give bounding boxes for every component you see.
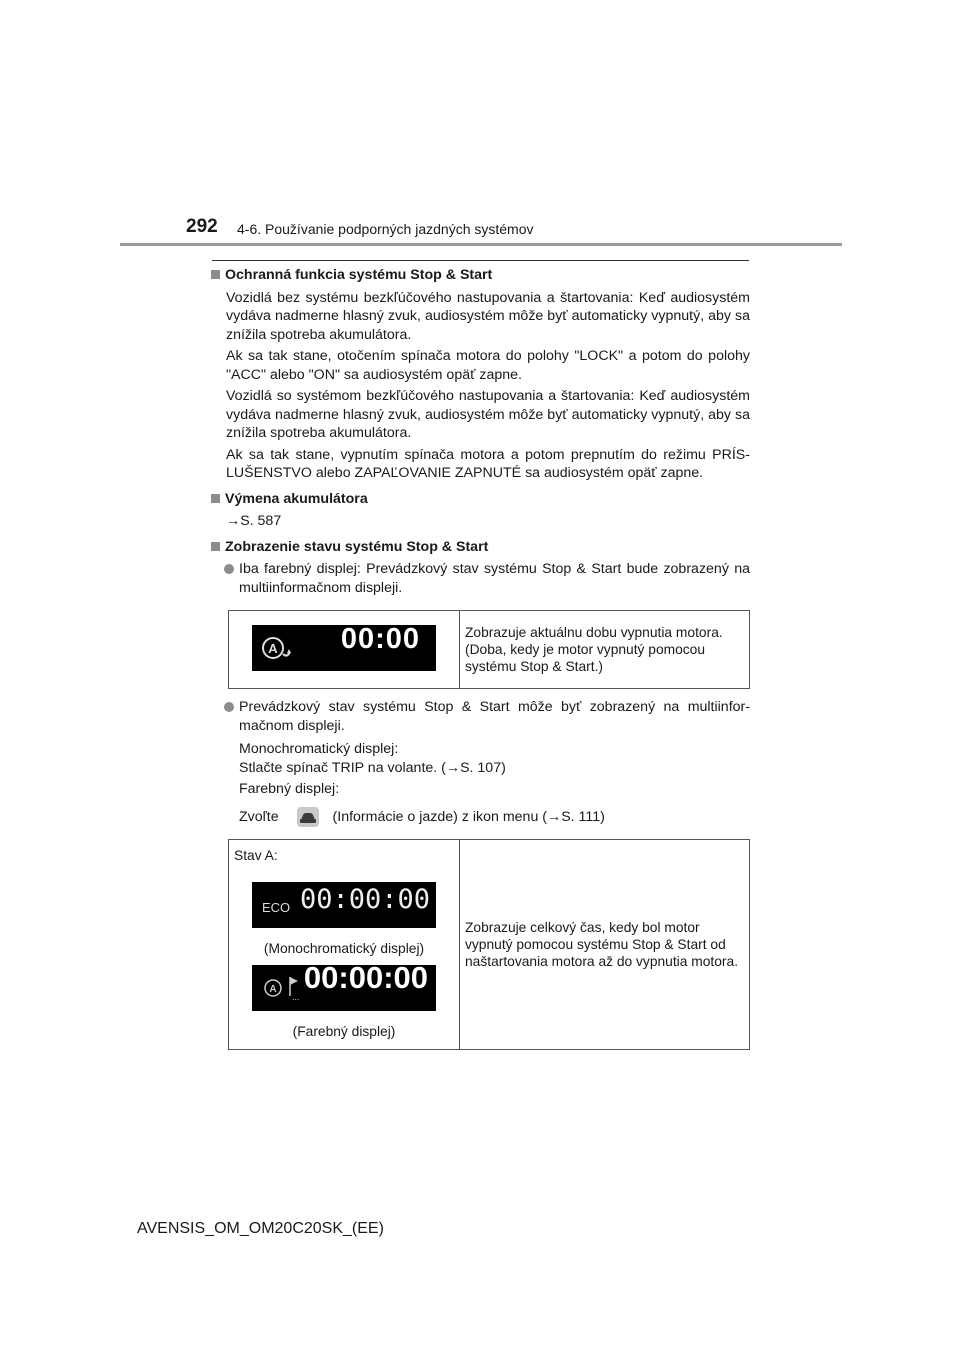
caption-mono: (Monochromatický displej) [263,940,425,956]
bullet-item: Iba farebný displej: Prevádzkový stav systému Stop & Start bude zobrazený na multiinformačnom displeji. [224,560,750,597]
drive-info-car-icon [297,807,319,827]
time-readout: 00:00:00 [299,883,430,915]
paragraph: Vozidlá bez systému bezkľúčového nastupovania a štartovania: Keď audiosystém vydáva nadmerne hlasný zvuk, audiosystém môže byť automaticky vypnutý, aby sa znížila spotreba akumulátora. [226,289,750,343]
caption-color: (Farebný displej) [292,1023,396,1039]
square-bullet-icon [211,270,220,279]
document-code: AVENSIS_OM_OM20C20SK_(EE) [137,1220,384,1237]
choose-line: Zvoľte (Informácie o jazde) z ikon menu (→S. 111) [239,807,750,827]
chapter-title: 4-6. Používanie podporných jazdných systémov [237,221,534,237]
header-divider [120,243,842,246]
section-display [210,538,750,1050]
svg-text:A: A [269,983,277,995]
color-display-screen [252,959,436,1011]
display-image-cell [229,839,460,1049]
paragraph: Ak sa tak stane, vypnutím spínača motora a potom prepnutím do režimu PRÍSLUŠENSTVO alebo ZAPAĽOVANIE ZAPNUTÉ sa audiosystém opäť zapne. [226,446,750,481]
color-label: Farebný displej: [239,781,340,797]
square-bullet-icon [211,494,220,503]
display-screen [252,622,436,671]
description-cell: Zobrazuje celkový čas, kedy bol motor vypnutý pomocou systému Stop & Start od naštartovania motora až do vypnutia motora. [460,839,750,1049]
section-heading: Zobrazenie stavu systému Stop & Start [210,538,750,557]
description-cell: Zobrazuje aktuálnu dobu vypnutia motora. (Doba, kedy je motor vypnutý pomocou systému Stop & Start.) [460,611,750,689]
state-label: Stav A: [234,847,278,863]
mono-label: Monochromatický displej: [239,741,399,757]
page-number: 292 [186,216,218,237]
section-heading: Výmena akumulátora [210,490,750,509]
time-readout: 00:00 [340,622,420,655]
info-table-current [228,610,750,689]
section-protection [210,266,750,483]
section-divider [212,260,749,261]
paragraph: Vozidlá so systémom bezkľúčového nastupovania a štartovania: Keď audiosystém vydáva nadmerne hlasný zvuk, audiosystém môže byť automaticky vypnutý, aby sa znížila spotreba akumulátora. [226,388,750,441]
info-table-total [228,839,750,1050]
page-reference: →S. 587 [226,513,282,529]
mono-instruction: Stlačte spínač TRIP na volante. (→S. 107) [239,759,506,776]
eco-indicator: ECO [262,899,291,915]
time-readout: 00:00:00 [303,959,428,995]
display-image-cell [229,611,460,689]
circle-bullet-icon [224,564,234,574]
mono-display-screen [252,882,436,928]
section-heading: Ochranná funkcia systému Stop & Start [210,266,750,285]
svg-text:...: ... [292,991,300,1002]
circle-bullet-icon [224,702,234,712]
page-content [210,266,750,1056]
paragraph: Ak sa tak stane, otočením spínača motora do polohy "LOCK" a potom do polohy "ACC" alebo "ON" sa audiosystém opäť zapne. [226,348,750,383]
square-bullet-icon [211,542,220,551]
section-battery [210,490,750,531]
bullet-item: Prevádzkový stav systému Stop & Start môže byť zobrazený na multiinformačnom displeji. [224,698,750,735]
svg-text:A: A [268,640,278,656]
